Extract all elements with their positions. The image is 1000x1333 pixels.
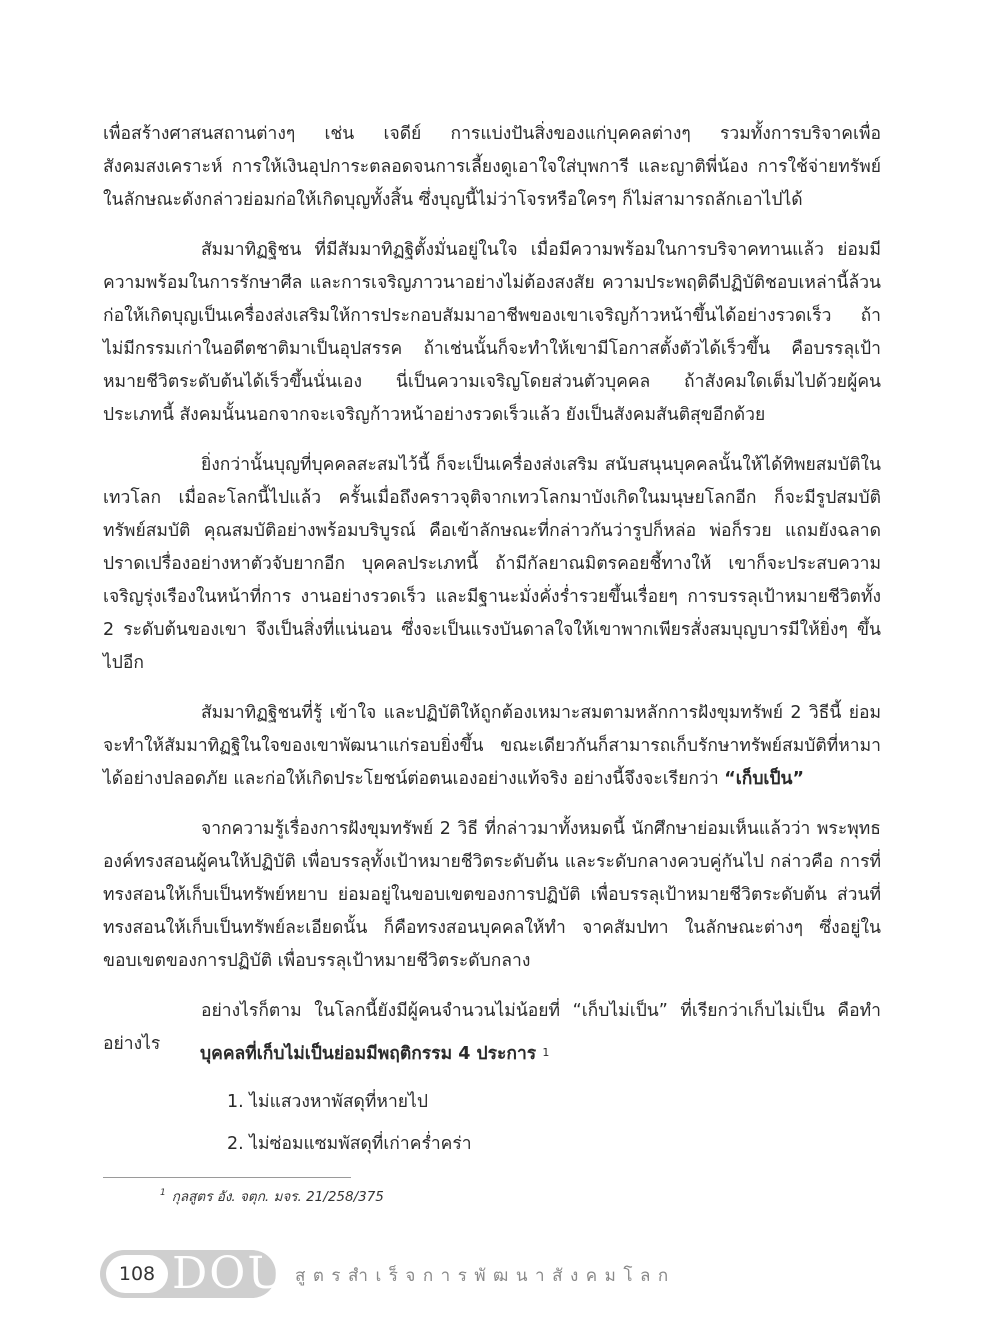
footnote-text: กุลสูตร อัง. จตุก. มจร. 21/258/375	[171, 1189, 384, 1205]
paragraph-4	[103, 697, 881, 796]
footnote	[160, 1185, 384, 1207]
dou-logo: DOU	[172, 1248, 287, 1299]
section-heading	[200, 1038, 880, 1071]
footnote-marker: 1	[160, 1187, 166, 1198]
section-heading-text: บุคคลที่เก็บไม่เป็นย่อมมีพฤติกรรม 4 ประการ	[200, 1044, 537, 1064]
paragraph-2: สัมมาทิฏฐิชน ที่มีสัมมาทิฏฐิตั้งมั่นอยู่ในใจ เมื่อมีความพร้อมในการบริจาคทานแล้ว ย่อมมีความพร้อมในการรักษาศีล และการเจริญภาวนาอย่างไม่ต้องสงสัย ความประพฤติดีปฏิบัติชอบเหล่านี้ล้วนก่อให้เกิดบุญเป็นเครื่องส่งเสริมให้การประกอบสัมมาอาชีพของเขาเจริญก้าวหน้าขึ้นได้อย่างรวดเร็ว ถ้าไม่มีกรรมเก่าในอดีตชาติมาเป็นอุปสรรค ถ้าเช่นนั้นก็จะทำให้เขามีโอกาสตั้งตัวได้เร็วขึ้น คือบรรลุเป้าหมายชีวิตระดับต้นได้เร็วขึ้นนั่นเอง นี่เป็นความเจริญโดยส่วนตัวบุคคล ถ้าสังคมใดเต็มไปด้วยผู้คนประเภทนี้ สังคมนั้นนอกจากจะเจริญก้าวหน้าอย่างรวดเร็วแล้ว ยังเป็นสังคมสันติสุขอีกด้วย	[103, 240, 881, 425]
book-title: สูตรสำเร็จการพัฒนาสังคมโลก	[295, 1266, 676, 1286]
footnote-divider	[103, 1177, 351, 1178]
paragraph-1: เพื่อสร้างศาสนสถานต่างๆ เช่น เจดีย์ การแบ่งปันสิ่งของแก่บุคคลต่างๆ รวมทั้งการบริจาคเพื่อสังคมสงเคราะห์ การให้เงินอุปการะตลอดจนการเลี้ยงดูเอาใจใส่บุพการี และญาติพี่น้อง การใช้จ่ายทรัพย์ในลักษณะดังกล่าวย่อมก่อให้เกิดบุญทั้งสิ้น ซึ่งบุญนี้ไม่ว่าโจรหรือใครๆ ก็ไม่สามารถลักเอาไปได้	[103, 124, 881, 210]
paragraph-4-text: สัมมาทิฏฐิชนที่รู้ เข้าใจ และปฏิบัติให้ถูกต้องเหมาะสมตามหลักการฝังขุมทรัพย์ 2 วิธีนี้ ย่อมจะทำให้สัมมาทิฏฐิในใจของเขาพัฒนาแก่รอบยิ่งขึ้น ขณะเดียวกันก็สามารถเก็บรักษาทรัพย์สมบัติที่หามาได้อย่างปลอดภัย และก่อให้เกิดประโยชน์ต่อตนเองอย่างแท้จริง อย่างนี้จึงจะเรียกว่า	[103, 703, 881, 789]
paragraph-4-emphasis: “เก็บเป็น”	[724, 769, 804, 789]
page-number: 108	[106, 1255, 168, 1293]
paragraph-6: อย่างไรก็ตาม ในโลกนี้ยังมีผู้คนจำนวนไม่น้อยที่ “เก็บไม่เป็น” ที่เรียกว่าเก็บไม่เป็น คือทำอย่างไร	[103, 1001, 881, 1054]
behavior-list	[227, 1081, 877, 1165]
list-item: 1. ไม่แสวงหาพัสดุที่หายไป	[227, 1092, 428, 1112]
body-text	[103, 118, 881, 1078]
page-footer	[100, 1248, 676, 1300]
list-item: 2. ไม่ซ่อมแซมพัสดุที่เก่าคร่ำคร่า	[227, 1134, 472, 1154]
paragraph-3: ยิ่งกว่านั้นบุญที่บุคคลสะสมไว้นี้ ก็จะเป็นเครื่องส่งเสริม สนับสนุนบุคคลนั้นให้ได้ทิพยสมบัติในเทวโลก เมื่อละโลกนี้ไปแล้ว ครั้นเมื่อถึงคราวจุติจากเทวโลกมาบังเกิดในมนุษยโลกอีก ก็จะมีรูปสมบัติ ทรัพย์สมบัติ คุณสมบัติอย่างพร้อมบริบูรณ์ คือเข้าลักษณะที่กล่าวกันว่ารูปก็หล่อ พ่อก็รวย แถมยังฉลาดปราดเปรื่องอย่างหาตัวจับยากอีก บุคคลประเภทนี้ ถ้ามีกัลยาณมิตรคอยชี้ทางให้ เขาก็จะประสบความเจริญรุ่งเรืองในหน้าที่การ งานอย่างรวดเร็ว และมีฐานะมั่งคั่งร่ำรวยขึ้นเรื่อยๆ การบรรลุเป้าหมายชีวิตทั้ง 2 ระดับต้นของเขา จึงเป็นสิ่งที่แน่นอน ซึ่งจะเป็นแรงบันดาลใจให้เขาพากเพียรสั่งสมบุญบารมีให้ยิ่งๆ ขึ้นไปอีก	[103, 455, 881, 673]
footer-badge	[100, 1248, 287, 1299]
paragraph-5: จากความรู้เรื่องการฝังขุมทรัพย์ 2 วิธี ที่กล่าวมาทั้งหมดนี้ นักศึกษาย่อมเห็นแล้วว่า พระพุทธองค์ทรงสอนผู้คนให้ปฏิบัติ เพื่อบรรลุทั้งเป้าหมายชีวิตระดับต้น และระดับกลางควบคู่กันไป กล่าวคือ การที่ทรงสอนให้เก็บเป็นทรัพย์หยาบ ย่อมอยู่ในขอบเขตของการปฏิบัติ เพื่อบรรลุเป้าหมายชีวิตระดับต้น ส่วนที่ทรงสอนให้เก็บเป็นทรัพย์ละเอียดนั้น ก็คือทรงสอนบุคคลให้ทำ จาคสัมปทา ในลักษณะต่างๆ ซึ่งอยู่ในขอบเขตของการปฏิบัติ เพื่อบรรลุเป้าหมายชีวิตระดับกลาง	[103, 819, 881, 971]
footnote-reference[interactable]: 1	[542, 1046, 550, 1059]
